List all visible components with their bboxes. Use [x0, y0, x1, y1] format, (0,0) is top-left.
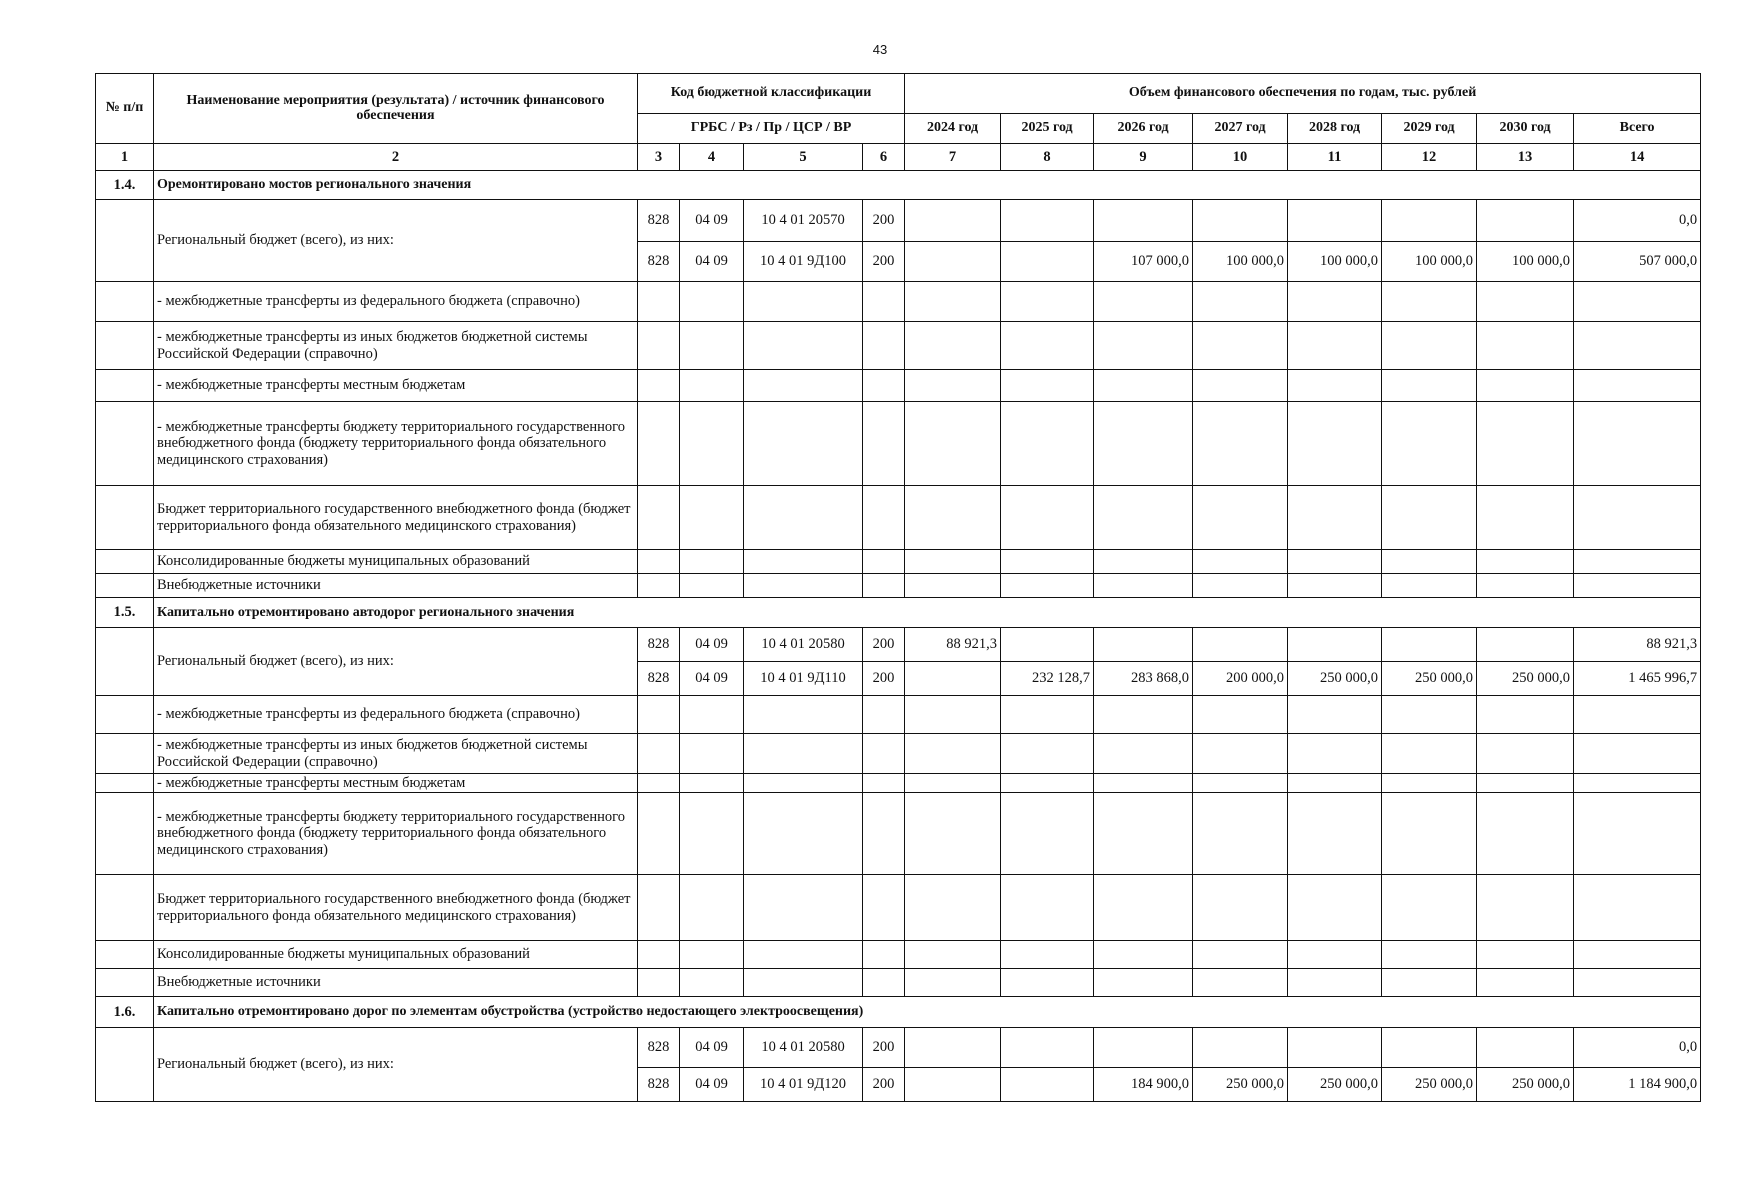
csr-cell: 10 4 01 20580 — [744, 628, 863, 662]
grbs-cell: 828 — [638, 628, 680, 662]
section-title: Оремонтировано мостов регионального значения — [154, 171, 1701, 200]
regional-budget-label: Региональный бюджет (всего), из них: — [154, 200, 638, 282]
value-2026: 283 868,0 — [1094, 662, 1193, 696]
col-index: 3 — [638, 144, 680, 171]
regional-budget-label: Региональный бюджет (всего), из них: — [154, 1028, 638, 1102]
csr-cell: 10 4 01 9Д110 — [744, 662, 863, 696]
rz-cell: 04 09 — [680, 242, 744, 282]
value-2025 — [1001, 200, 1094, 242]
table-row — [96, 969, 1701, 997]
value-2025 — [1001, 628, 1094, 662]
value-total: 0,0 — [1574, 200, 1701, 242]
value-2026: 184 900,0 — [1094, 1068, 1193, 1102]
extrabudget-label: Внебюджетные источники — [154, 969, 638, 997]
federal-transfers-label: - межбюджетные трансферты из федерального бюджета (справочно) — [154, 282, 638, 322]
value-2024 — [905, 662, 1001, 696]
col-index: 10 — [1193, 144, 1288, 171]
grbs-cell: 828 — [638, 200, 680, 242]
grbs-cell: 828 — [638, 242, 680, 282]
value-2029 — [1382, 628, 1477, 662]
value-2027: 200 000,0 — [1193, 662, 1288, 696]
value-2028 — [1288, 1028, 1382, 1068]
col-index: 8 — [1001, 144, 1094, 171]
value-2030 — [1477, 200, 1574, 242]
value-2030: 100 000,0 — [1477, 242, 1574, 282]
header-code-group: Код бюджетной классификации — [638, 74, 905, 114]
value-2029 — [1382, 1028, 1477, 1068]
value-2028: 250 000,0 — [1288, 1068, 1382, 1102]
header-year-2029: 2029 год — [1382, 114, 1477, 144]
table-row — [96, 696, 1701, 734]
header-year-2026: 2026 год — [1094, 114, 1193, 144]
value-2029: 100 000,0 — [1382, 242, 1477, 282]
value-2028: 100 000,0 — [1288, 242, 1382, 282]
value-2026 — [1094, 1028, 1193, 1068]
section-number: 1.5. — [96, 598, 154, 628]
section-title: Капитально отремонтировано автодорог регионального значения — [154, 598, 1701, 628]
value-2026 — [1094, 200, 1193, 242]
col-index: 9 — [1094, 144, 1193, 171]
vr-cell: 200 — [863, 662, 905, 696]
header-year-2028: 2028 год — [1288, 114, 1382, 144]
col-index: 1 — [96, 144, 154, 171]
table-row — [96, 402, 1701, 486]
page-number: 43 — [872, 42, 888, 57]
rz-cell: 04 09 — [680, 628, 744, 662]
value-2029 — [1382, 200, 1477, 242]
header-year-2024: 2024 год — [905, 114, 1001, 144]
header-year-2030: 2030 год — [1477, 114, 1574, 144]
section-header-row — [96, 171, 1701, 200]
grbs-cell: 828 — [638, 662, 680, 696]
table-row — [96, 1028, 1701, 1068]
territorial-budget-label: Бюджет территориального государственного внебюджетного фонда (бюджет территориального фонда обязательного медицинского страхования) — [154, 486, 638, 550]
table-row — [96, 734, 1701, 774]
rz-cell: 04 09 — [680, 1068, 744, 1102]
col-index: 6 — [863, 144, 905, 171]
rz-cell: 04 09 — [680, 200, 744, 242]
value-2027 — [1193, 1028, 1288, 1068]
header-code-sub: ГРБС / Рз / Пр / ЦСР / ВР — [638, 114, 905, 144]
value-2027: 100 000,0 — [1193, 242, 1288, 282]
value-2026: 107 000,0 — [1094, 242, 1193, 282]
rz-cell: 04 09 — [680, 1028, 744, 1068]
value-2028: 250 000,0 — [1288, 662, 1382, 696]
extrabudget-label: Внебюджетные источники — [154, 574, 638, 598]
budget-table — [95, 73, 1701, 1102]
vr-cell: 200 — [863, 200, 905, 242]
column-index-row — [96, 144, 1701, 171]
value-2025 — [1001, 242, 1094, 282]
table-row — [96, 574, 1701, 598]
local-transfers-label: - межбюджетные трансферты местным бюджетам — [154, 774, 638, 793]
table-row — [96, 774, 1701, 793]
section-number: 1.4. — [96, 171, 154, 200]
csr-cell: 10 4 01 9Д120 — [744, 1068, 863, 1102]
value-2030: 250 000,0 — [1477, 1068, 1574, 1102]
grbs-cell: 828 — [638, 1068, 680, 1102]
value-2025: 232 128,7 — [1001, 662, 1094, 696]
value-total: 88 921,3 — [1574, 628, 1701, 662]
col-index: 5 — [744, 144, 863, 171]
value-2030 — [1477, 628, 1574, 662]
vr-cell: 200 — [863, 1028, 905, 1068]
value-2026 — [1094, 628, 1193, 662]
value-2028 — [1288, 628, 1382, 662]
rz-cell: 04 09 — [680, 662, 744, 696]
col-index: 14 — [1574, 144, 1701, 171]
territorial-budget-label: Бюджет территориального государственного внебюджетного фонда (бюджет территориального фонда обязательного медицинского страхования) — [154, 875, 638, 941]
value-2025 — [1001, 1068, 1094, 1102]
row-num-cell — [96, 1028, 154, 1102]
header-name: Наименование мероприятия (результата) / источник финансового обеспечения — [154, 74, 638, 144]
col-index: 2 — [154, 144, 638, 171]
table-row — [96, 941, 1701, 969]
table-row — [96, 370, 1701, 402]
col-index: 4 — [680, 144, 744, 171]
value-total: 0,0 — [1574, 1028, 1701, 1068]
other-budgets-transfers-label: - межбюджетные трансферты из иных бюджетов бюджетной системы Российской Федерации (справочно) — [154, 322, 638, 370]
value-2029: 250 000,0 — [1382, 1068, 1477, 1102]
table-row — [96, 875, 1701, 941]
header-num: № п/п — [96, 74, 154, 144]
table-row — [96, 550, 1701, 574]
value-2024: 88 921,3 — [905, 628, 1001, 662]
value-2027 — [1193, 200, 1288, 242]
municipal-budgets-label: Консолидированные бюджеты муниципальных образований — [154, 941, 638, 969]
section-header-row — [96, 598, 1701, 628]
row-num-cell — [96, 200, 154, 282]
grbs-cell: 828 — [638, 1028, 680, 1068]
table-row — [96, 282, 1701, 322]
table-row — [96, 793, 1701, 875]
other-budgets-transfers-label: - межбюджетные трансферты из иных бюджетов бюджетной системы Российской Федерации (справочно) — [154, 734, 638, 774]
vr-cell: 200 — [863, 1068, 905, 1102]
col-index: 12 — [1382, 144, 1477, 171]
value-2024 — [905, 242, 1001, 282]
section-header-row — [96, 997, 1701, 1028]
table-row — [96, 628, 1701, 662]
csr-cell: 10 4 01 20570 — [744, 200, 863, 242]
header-year-2025: 2025 год — [1001, 114, 1094, 144]
value-2024 — [905, 1028, 1001, 1068]
territorial-transfers-label: - межбюджетные трансферты бюджету территориального государственного внебюджетного фонда (бюджету территориального фонда обязательного медицинского страхования) — [154, 793, 638, 875]
municipal-budgets-label: Консолидированные бюджеты муниципальных образований — [154, 550, 638, 574]
federal-transfers-label: - межбюджетные трансферты из федерального бюджета (справочно) — [154, 696, 638, 734]
value-2030 — [1477, 1028, 1574, 1068]
section-title: Капитально отремонтировано дорог по элементам обустройства (устройство недостающего электроосвещения) — [154, 997, 1701, 1028]
csr-cell: 10 4 01 9Д100 — [744, 242, 863, 282]
value-total: 507 000,0 — [1574, 242, 1701, 282]
value-2028 — [1288, 200, 1382, 242]
value-2027 — [1193, 628, 1288, 662]
value-2024 — [905, 1068, 1001, 1102]
value-2030: 250 000,0 — [1477, 662, 1574, 696]
regional-budget-label: Региональный бюджет (всего), из них: — [154, 628, 638, 696]
csr-cell: 10 4 01 20580 — [744, 1028, 863, 1068]
vr-cell: 200 — [863, 628, 905, 662]
section-number: 1.6. — [96, 997, 154, 1028]
header-year-2027: 2027 год — [1193, 114, 1288, 144]
value-2027: 250 000,0 — [1193, 1068, 1288, 1102]
col-index: 7 — [905, 144, 1001, 171]
table-row — [96, 200, 1701, 242]
table-row — [96, 322, 1701, 370]
value-2024 — [905, 200, 1001, 242]
col-index: 11 — [1288, 144, 1382, 171]
table-row — [96, 486, 1701, 550]
row-num-cell — [96, 628, 154, 696]
value-total: 1 465 996,7 — [1574, 662, 1701, 696]
territorial-transfers-label: - межбюджетные трансферты бюджету территориального государственного внебюджетного фонда (бюджету территориального фонда обязательного медицинского страхования) — [154, 402, 638, 486]
header-total: Всего — [1574, 114, 1701, 144]
header-row-1 — [96, 74, 1701, 114]
value-total: 1 184 900,0 — [1574, 1068, 1701, 1102]
col-index: 13 — [1477, 144, 1574, 171]
header-volume-group: Объем финансового обеспечения по годам, тыс. рублей — [905, 74, 1701, 114]
value-2025 — [1001, 1028, 1094, 1068]
value-2029: 250 000,0 — [1382, 662, 1477, 696]
vr-cell: 200 — [863, 242, 905, 282]
local-transfers-label: - межбюджетные трансферты местным бюджетам — [154, 370, 638, 402]
